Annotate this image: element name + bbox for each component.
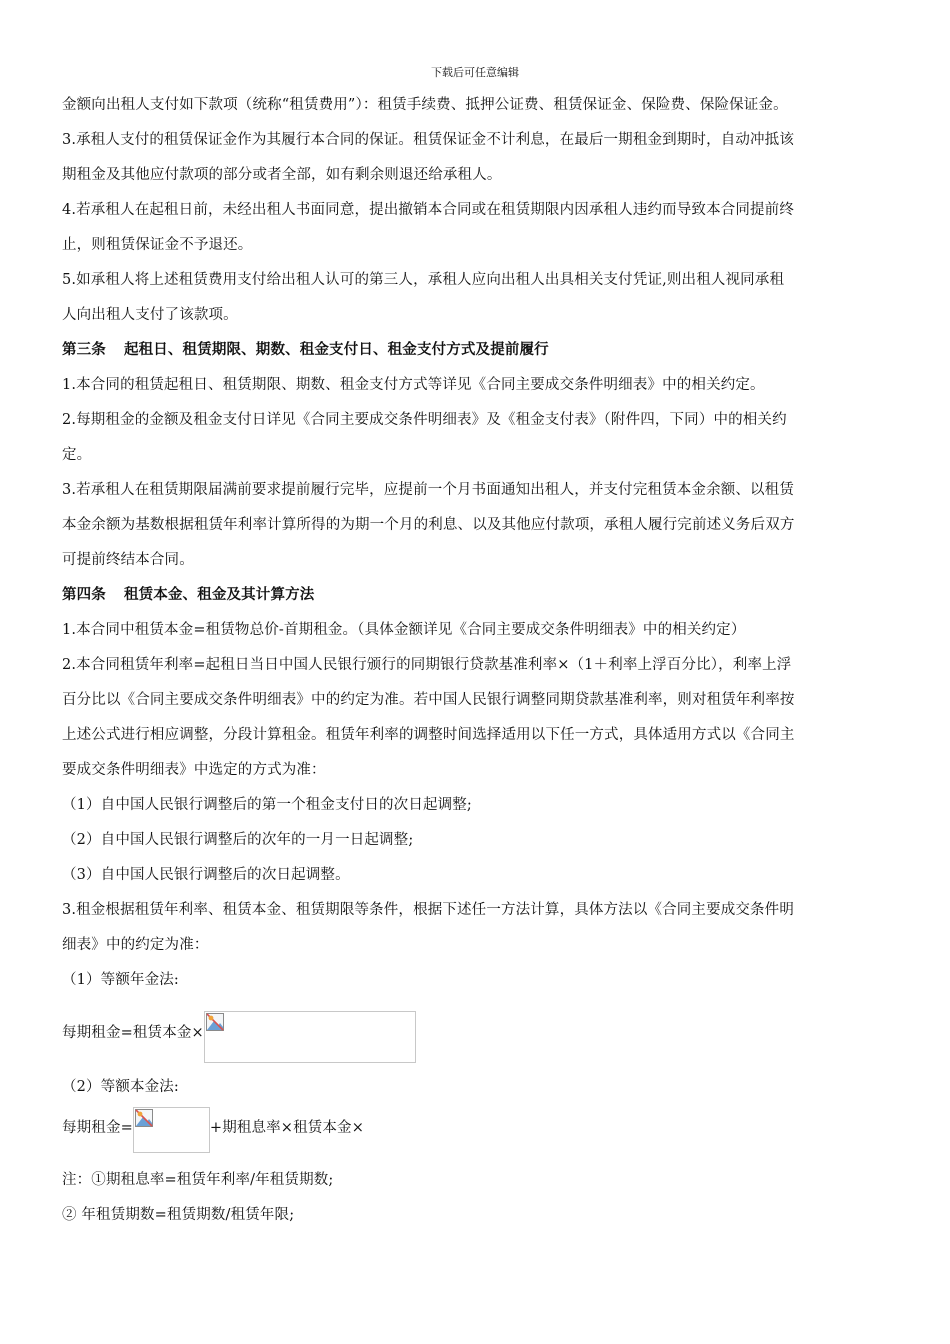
paragraph-line: （2）自中国人民银行调整后的次年的一月一日起调整; [62, 832, 414, 848]
paragraph-line: 1.本合同的租赁起租日、租赁期限、期数、租金支付方式等详见《合同主要成交条件明细表》中的相关约定。 [62, 377, 765, 393]
article-title: 起租日、租赁期限、期数、租金支付日、租金支付方式及提前履行 [123, 342, 549, 358]
article-number: 第三条 [62, 342, 106, 358]
broken-image-icon [206, 1013, 224, 1031]
paragraph-line: 2.每期租金的金额及租金支付日详见《合同主要成交条件明细表》及《租金支付表》（附件四，下同）中的相关约 [62, 412, 787, 428]
paragraph-line: 可提前终结本合同。 [62, 552, 194, 568]
broken-image-icon [135, 1109, 153, 1127]
paragraph-line: 要成交条件明细表》中选定的方式为准： [62, 762, 326, 778]
annuity-formula [62, 998, 904, 1066]
formula-prefix: 每期租金=租赁本金× [62, 1025, 204, 1041]
formula-image [133, 1107, 210, 1153]
paragraph-line: 本金余额为基数根据租赁年利率计算所得的为期一个月的利息、以及其他应付款项，承租人履行完前述义务后双方 [62, 517, 795, 533]
paragraph-line: （2）等额本金法: [62, 1079, 179, 1095]
paragraph-line: 4.若承租人在起租日前，未经出租人书面同意，提出撤销本合同或在租赁期限内因承租人违约而导致本合同提前终 [62, 202, 794, 218]
paragraph-line: 止，则租赁保证金不予退还。 [62, 237, 253, 253]
paragraph-line: 注：①期租息率=租赁年利率/年租赁期数; [62, 1172, 334, 1188]
page-header: 下载后可任意编辑 [431, 66, 519, 79]
paragraph-line: 1.本合同中租赁本金=租赁物总价-首期租金。（具体金额详见《合同主要成交条件明细表》中的相关约定） [62, 622, 746, 638]
paragraph-line: 百分比以《合同主要成交条件明细表》中的约定为准。若中国人民银行调整同期贷款基准利率，则对租赁年利率按 [62, 692, 795, 708]
paragraph-line: 定。 [62, 447, 92, 463]
article-4-heading [62, 578, 904, 613]
article-title: 租赁本金、租金及其计算方法 [123, 587, 315, 603]
paragraph-line: （1）等额年金法: [62, 972, 179, 988]
paragraph-line: 人向出租人支付了该款项。 [62, 307, 238, 323]
document-body [62, 88, 904, 1233]
paragraph-line: 金额向出租人支付如下款项（统称“租赁费用”）：租赁手续费、抵押公证费、租赁保证金、保险费、保险保证金。 [62, 97, 788, 113]
paragraph-line: 3.租金根据租赁年利率、租赁本金、租赁期限等条件，根据下述任一方法计算，具体方法以《合同主要成交条件明 [62, 902, 794, 918]
formula-prefix: 每期租金= [62, 1120, 133, 1136]
formula-suffix: +期租息率×租赁本金× [209, 1120, 365, 1136]
paragraph-line: （1）自中国人民银行调整后的第一个租金支付日的次日起调整; [62, 797, 472, 813]
paragraph-line: 3.若承租人在租赁期限届满前要求提前履行完毕，应提前一个月书面通知出租人，并支付完租赁本金余额、以租赁 [62, 482, 794, 498]
paragraph-line: ② 年租赁期数=租赁期数/租赁年限; [62, 1207, 295, 1223]
formula-image [204, 1011, 416, 1063]
paragraph-line: 2.本合同租赁年利率=起租日当日中国人民银行颁行的同期银行贷款基准利率×（1＋利率上浮百分比），利率上浮 [62, 657, 792, 673]
paragraph-line: 3.承租人支付的租赁保证金作为其履行本合同的保证。租赁保证金不计利息，在最后一期租金到期时，自动冲抵该 [62, 132, 794, 148]
article-3-heading [62, 333, 904, 368]
equal-principal-formula [62, 1105, 904, 1163]
paragraph-line: 期租金及其他应付款项的部分或者全部，如有剩余则退还给承租人。 [62, 167, 502, 183]
paragraph-line: 5.如承租人将上述租赁费用支付给出租人认可的第三人，承租人应向出租人出具相关支付凭证,则出租人视同承租 [62, 272, 785, 288]
paragraph-line: （3）自中国人民银行调整后的次日起调整。 [62, 867, 350, 883]
article-number: 第四条 [62, 587, 106, 603]
paragraph-line: 细表》中的约定为准： [62, 937, 209, 953]
paragraph-line: 上述公式进行相应调整，分段计算租金。租赁年利率的调整时间选择适用以下任一方式，具体适用方式以《合同主 [62, 727, 795, 743]
